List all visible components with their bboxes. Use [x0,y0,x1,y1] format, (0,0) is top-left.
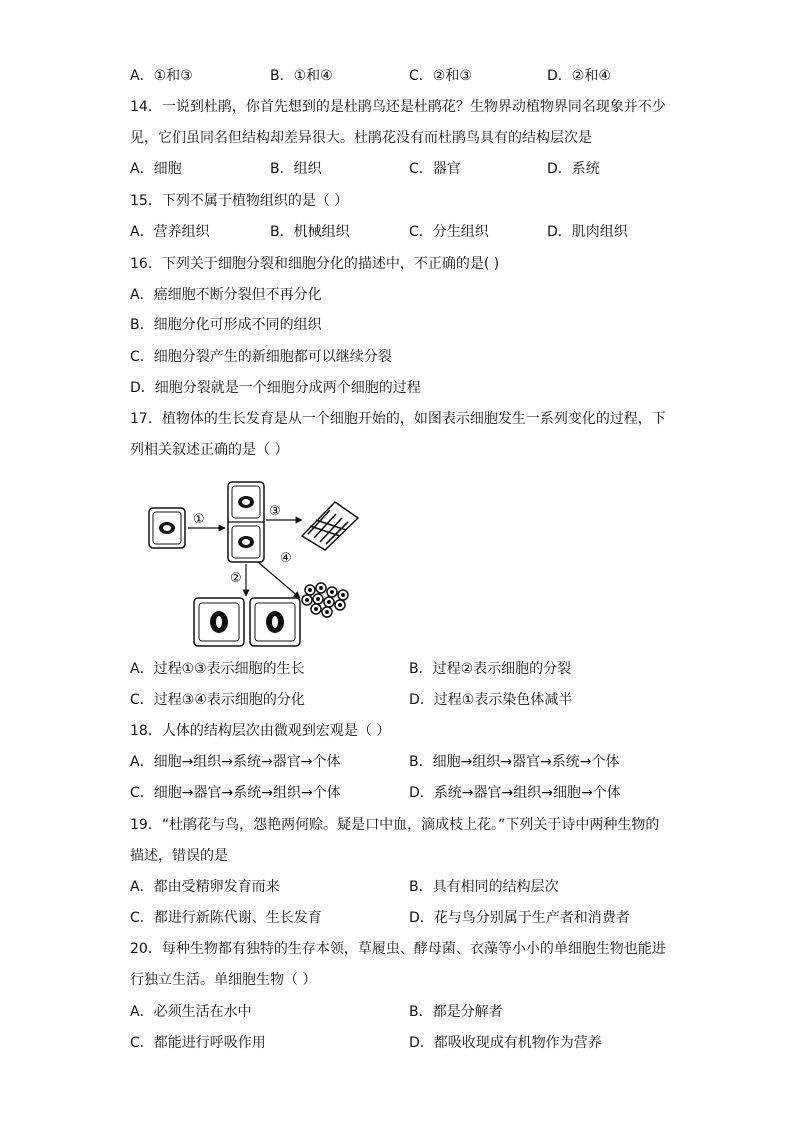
label-circle-2: ② [230,571,242,586]
svg-text:①: ① [193,512,205,527]
cell-process-figure [140,478,370,650]
q20-stem-line2: 行独立生活。单细胞生物（ ） [130,972,317,988]
q17-stem-line2: 列相关叙述正确的是（ ） [130,442,289,458]
q19-stem-line1: 19．“杜鹃花与鸟，怨艳两何赊。疑是口中血，滴成枝上花。”下列关于诗中两种生物的 [130,817,660,833]
q14-option-d: D．系统 [547,161,600,177]
q20-option-c: C．都能进行呼吸作用 [130,1035,266,1051]
q20-stem-line1: 20．每种生物都有独特的生存本领，草履虫、酵母菌、衣藻等小小的单细胞生物也能进 [130,941,666,957]
q17-stem-line1: 17．植物体的生长发育是从一个细胞开始的，如图表示细胞发生一系列变化的过程，下 [130,411,666,427]
q15-option-c: C．分生组织 [409,224,489,240]
q13-option-b: B．①和④ [270,68,333,84]
q18-stem: 18．人体的结构层次由微观到宏观是（ ） [130,723,391,739]
q19-option-d: D．花与鸟分别属于生产者和消费者 [409,910,630,926]
q14-option-a: A．细胞 [130,161,182,177]
q20-option-d: D．都吸收现成有机物作为营养 [409,1035,602,1051]
q18-option-d: D．系统→器官→组织→细胞→个体 [409,785,621,801]
label-circle-1 [193,512,205,527]
q19-option-a: A．都由受精卵发育而来 [130,879,280,895]
q17-option-a: A．过程①③表示细胞的生长 [130,661,305,677]
q16-option-c: C．细胞分裂产生的新细胞都可以继续分裂 [130,349,392,365]
q16-option-a: A．癌细胞不断分裂但不再分化 [130,287,322,303]
q17-option-b: B．过程②表示细胞的分裂 [409,661,572,677]
label-circle-4: ④ [280,551,292,566]
q15-option-a: A．营养组织 [130,224,210,240]
q13-option-d: D．②和④ [547,68,611,84]
q13-option-a: A．①和③ [130,68,193,84]
round-cell-cluster [302,583,348,617]
label-circle-3: ③ [269,504,281,519]
q15-option-d: D．肌肉组织 [547,224,628,240]
q14-option-b: B．组织 [270,161,322,177]
q16-option-b: B．细胞分化可形成不同的组织 [130,317,322,333]
q16-stem: 16．下列关于细胞分裂和细胞分化的描述中，不正确的是( ) [130,256,500,272]
q15-stem: 15．下列不属于植物组织的是（ ） [130,193,349,209]
q20-option-b: B．都是分解者 [409,1004,503,1020]
q20-option-a: A．必须生活在水中 [130,1004,252,1020]
q13-option-c: C．②和③ [409,68,472,84]
q14-option-c: C．器官 [409,161,461,177]
initial-cell [149,508,185,548]
q19-option-c: C．都进行新陈代谢、生长发育 [130,910,322,926]
q15-option-b: B．机械组织 [270,224,350,240]
q14-stem-line1: 14．一说到杜鹃，你首先想到的是杜鹃鸟还是杜鹃花？生物界动植物界同名现象并不少 [130,99,666,115]
q18-option-a: A．细胞→组织→系统→器官→个体 [130,754,341,770]
conducting-tissue [302,502,358,550]
divided-cells [194,598,300,646]
q19-stem-line2: 描述，错误的是 [130,848,228,864]
grown-cells [228,482,264,562]
q18-option-b: B．细胞→组织→器官→系统→个体 [409,754,620,770]
q17-option-c: C．过程③④表示细胞的分化 [130,692,305,708]
q19-option-b: B．具有相同的结构层次 [409,879,559,895]
q18-option-c: C．细胞→器官→系统→组织→个体 [130,785,341,801]
q17-option-d: D．过程①表示染色体减半 [409,692,573,708]
q16-option-d: D．细胞分裂就是一个细胞分成两个细胞的过程 [130,380,421,396]
q14-stem-line2: 见，它们虽同名但结构却差异很大。杜鹃花没有而杜鹃鸟具有的结构层次是 [130,130,592,146]
